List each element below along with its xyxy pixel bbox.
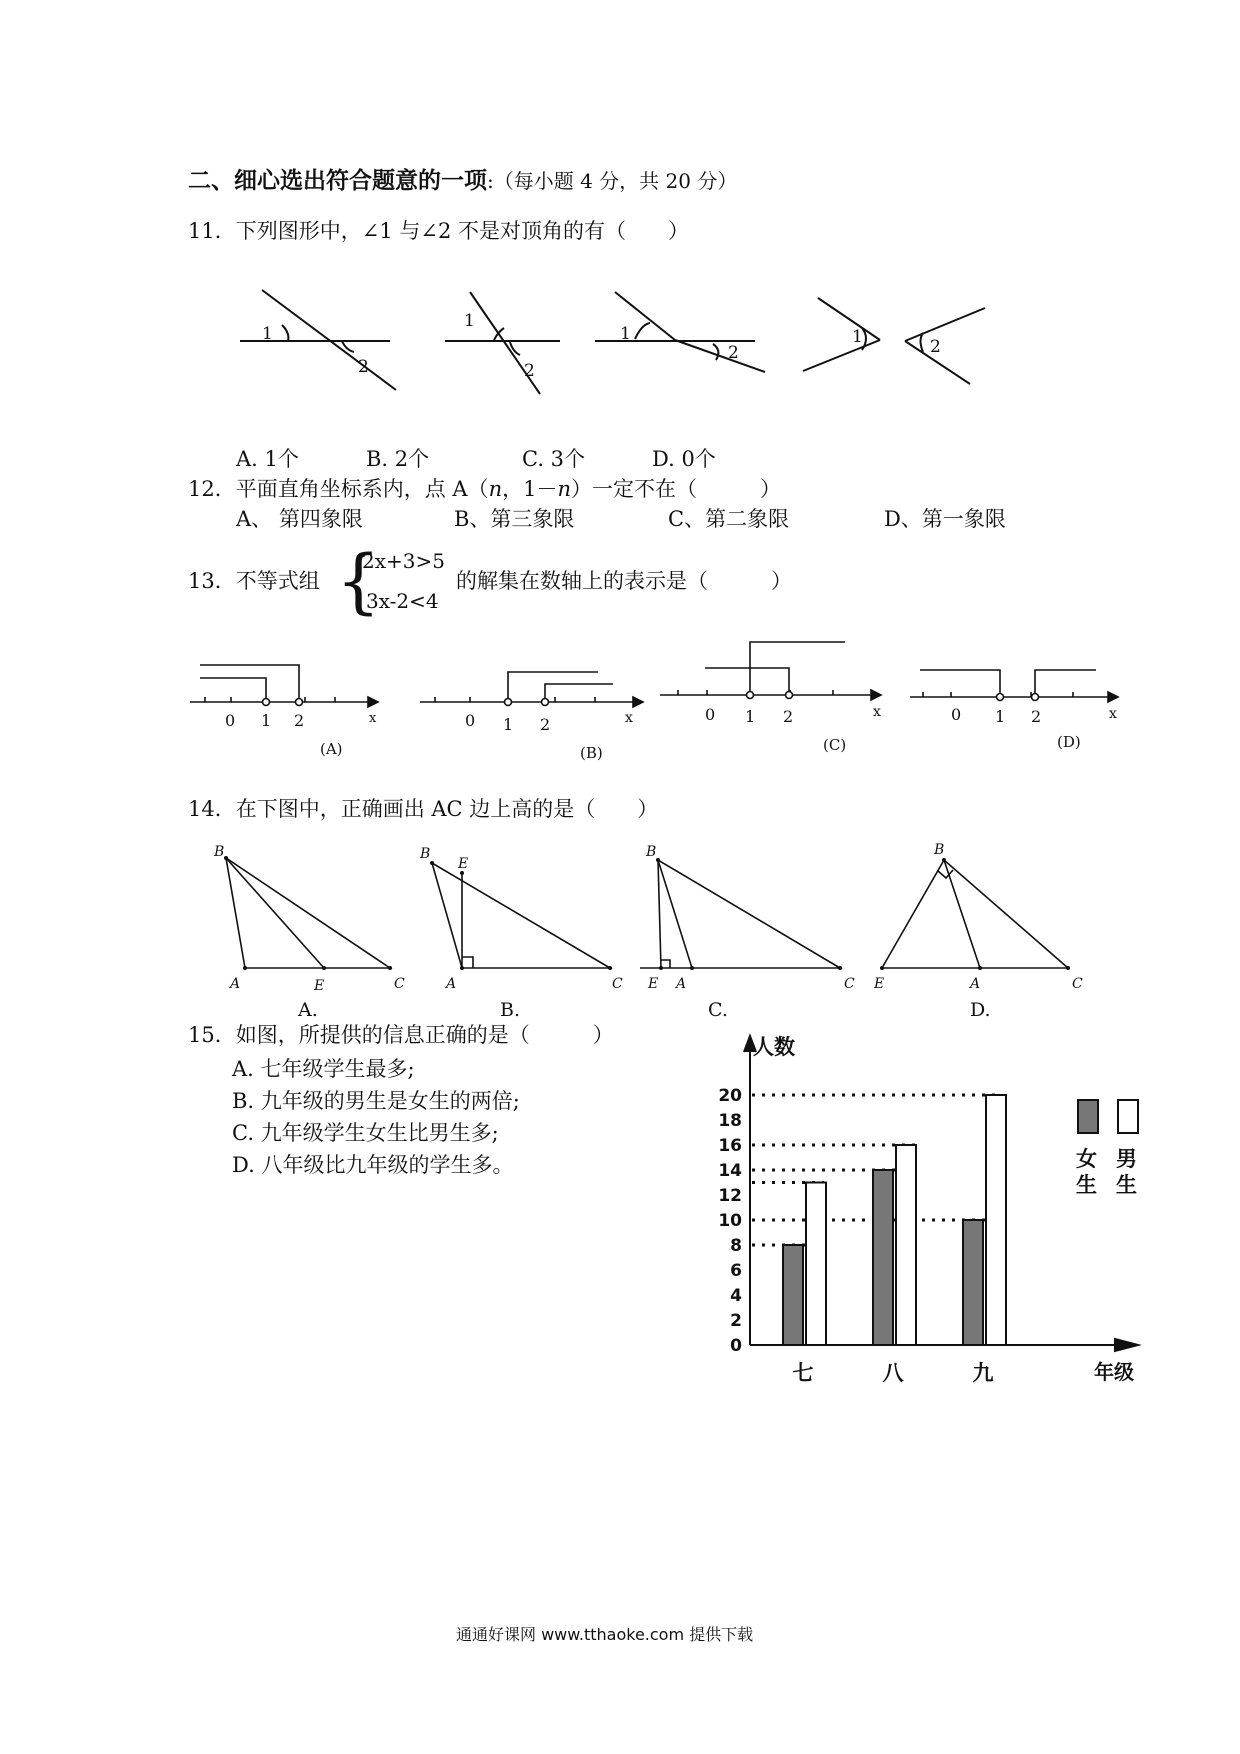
y-tick-2: 2: [730, 1311, 742, 1331]
q14-a-point-b: B: [214, 844, 225, 860]
q12-option-b: B、第三象限: [454, 507, 575, 531]
grade-bar-chart: [690, 1030, 1160, 1390]
q13-c-tick-2: 2: [783, 707, 794, 726]
legend-female-2: 生: [1076, 1173, 1097, 1197]
q13-label-c: (C): [823, 736, 847, 754]
q13-brace: {: [336, 540, 381, 622]
q12-option-a: A、 第四象限: [236, 507, 363, 531]
q11-fig4-angle1: 1: [852, 327, 863, 347]
q14-d-point-b: B: [934, 842, 945, 858]
chart-y-label: 人数: [753, 1035, 795, 1059]
y-tick-18: 18: [718, 1111, 742, 1131]
q13-a-axis-x: x: [369, 711, 377, 726]
x-category-九: 九: [972, 1361, 994, 1385]
x-category-八: 八: [882, 1361, 904, 1385]
q11-fig2-angle1: 1: [464, 311, 475, 331]
legend-male-2: 生: [1116, 1173, 1137, 1197]
q13-b-axis-x: x: [625, 710, 633, 726]
q11-fig3-angle1: 1: [620, 324, 631, 344]
q14-triangles: [200, 838, 1120, 1021]
q13-a-tick-2: 2: [294, 711, 305, 730]
q14-d-point-a: A: [970, 976, 981, 992]
q13-label-a: (A): [320, 740, 343, 758]
x-category-七: 七: [792, 1361, 814, 1385]
y-tick-0: 0: [730, 1336, 742, 1356]
q13-b-tick-2: 2: [540, 715, 551, 734]
q11-option-d: D. 0个: [652, 447, 716, 471]
y-tick-4: 4: [730, 1286, 742, 1306]
q14-a-point-c: C: [394, 976, 405, 992]
q15-option-b: B. 九年级的男生是女生的两倍;: [232, 1089, 520, 1113]
q14-c-point-a: A: [676, 976, 687, 992]
q13-b-tick-1: 1: [503, 715, 514, 734]
legend-male-1: 男: [1116, 1147, 1137, 1171]
chart-x-label: 年级: [1094, 1360, 1134, 1384]
q12-option-d: D、第一象限: [884, 507, 1006, 531]
footer-text: 通通好课网 www.tthaoke.com 提供下载: [456, 1625, 754, 1644]
q14-label-b: B.: [500, 999, 521, 1021]
bar-男生-九: [986, 1095, 1006, 1345]
bar-女生-九: [963, 1220, 983, 1345]
q11-fig2-angle2: 2: [524, 361, 535, 381]
y-tick-16: 16: [718, 1136, 742, 1156]
q14-label-c: C.: [708, 999, 728, 1021]
q14-a-point-e: E: [314, 978, 325, 994]
legend-swatch-male: [1118, 1100, 1138, 1133]
section-heading: 二、细心选出符合题意的一项:（每小题 4 分，共 20 分）: [188, 168, 738, 194]
y-tick-20: 20: [718, 1086, 742, 1106]
q14-b-point-e: E: [458, 856, 469, 872]
q14-b-point-c: C: [612, 976, 623, 992]
q11-stem: 11．下列图形中，∠1 与∠2 不是对顶角的有（ ）: [188, 219, 689, 243]
q11-option-c: C. 3个: [522, 447, 586, 471]
bar-女生-七: [783, 1245, 803, 1345]
y-tick-6: 6: [730, 1261, 742, 1281]
q14-c-point-c: C: [844, 976, 855, 992]
q14-d-point-c: C: [1072, 976, 1083, 992]
q13-label-d: (D): [1057, 733, 1081, 751]
bar-男生-八: [896, 1145, 916, 1345]
q13-a-tick-1: 1: [261, 711, 272, 730]
q13-d-tick-2: 2: [1031, 707, 1042, 726]
q11-fig3-angle2: 2: [728, 343, 739, 363]
q13-suffix: 的解集在数轴上的表示是（ ）: [456, 569, 792, 593]
q15-option-d: D. 八年级比九年级的学生多。: [232, 1153, 514, 1177]
q15-stem: 15．如图，所提供的信息正确的是（ ）: [188, 1023, 614, 1047]
q14-c-point-e: E: [648, 976, 659, 992]
q14-a-point-a: A: [230, 976, 241, 992]
q12-var-n: n: [488, 477, 503, 501]
y-tick-14: 14: [718, 1161, 742, 1181]
q13-label-b: (B): [580, 744, 603, 762]
q15-option-a: A. 七年级学生最多;: [232, 1057, 415, 1081]
q13-number-lines: [185, 630, 1130, 760]
q15-option-c: C. 九年级学生女生比男生多;: [232, 1121, 499, 1145]
q14-c-point-b: B: [646, 844, 657, 860]
q13-a-tick-0: 0: [225, 711, 236, 730]
y-tick-8: 8: [730, 1236, 742, 1256]
q11-fig4-angle2: 2: [930, 337, 941, 357]
legend-female-1: 女: [1076, 1147, 1097, 1171]
q14-label-d: D.: [970, 999, 991, 1021]
q11-fig1-angle1: 1: [262, 324, 273, 344]
q11-figures: [230, 280, 1030, 410]
q13-prefix: 13．不等式组: [188, 569, 320, 593]
q13-c-tick-1: 1: [745, 707, 756, 726]
y-tick-10: 10: [718, 1211, 742, 1231]
q13-c-tick-0: 0: [705, 705, 716, 724]
legend-swatch-female: [1078, 1100, 1098, 1133]
q11-fig1-angle2: 2: [358, 357, 369, 377]
q14-b-point-a: A: [446, 976, 457, 992]
q13-c-axis-x: x: [873, 704, 881, 720]
q13-d-tick-1: 1: [995, 707, 1006, 726]
q12-var-n-2: n: [557, 477, 571, 501]
q13-b-tick-0: 0: [465, 711, 476, 730]
q13-d-axis-x: x: [1109, 706, 1117, 722]
section-points: :（每小题 4 分，共 20 分）: [487, 169, 738, 193]
q14-label-a: A.: [298, 999, 318, 1021]
bar-男生-七: [806, 1183, 826, 1346]
q14-d-point-e: E: [874, 976, 885, 992]
q12-option-c: C、第二象限: [668, 507, 790, 531]
q11-option-b: B. 2个: [366, 447, 430, 471]
y-tick-12: 12: [718, 1186, 742, 1206]
bar-女生-八: [873, 1170, 893, 1345]
q11-option-a: A. 1个: [236, 447, 299, 471]
q13-d-tick-0: 0: [951, 705, 962, 724]
q14-stem: 14．在下图中，正确画出 AC 边上高的是（ ）: [188, 797, 659, 821]
q14-b-point-b: B: [420, 846, 431, 862]
q13-inequality-2: 3x-2<4: [366, 589, 439, 613]
q13-inequality-1: 2x+3>5: [362, 549, 445, 573]
q12-stem: 12．平面直角坐标系内，点 A（n，1－n）一定不在（ ）: [188, 477, 781, 501]
